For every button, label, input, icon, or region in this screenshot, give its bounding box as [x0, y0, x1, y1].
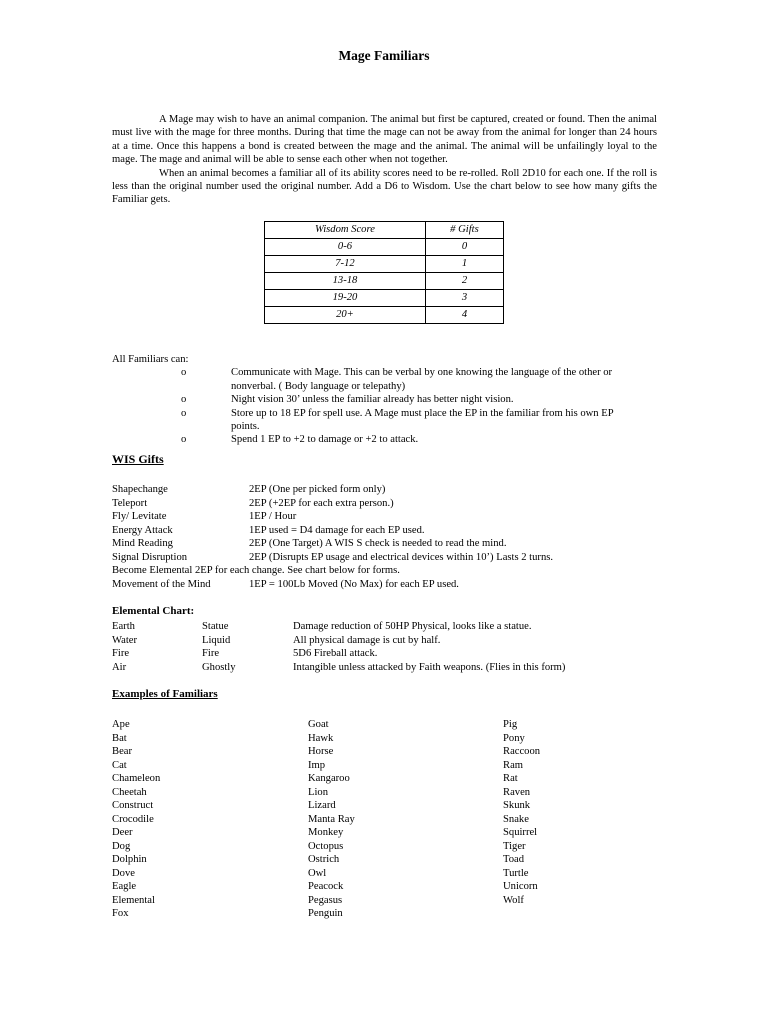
wisdom-table [264, 221, 504, 324]
gift-row [112, 483, 672, 497]
gift-cost: 1EP = 100Lb Moved (No Max) for each EP used. [249, 578, 459, 590]
table-row [112, 634, 672, 648]
list-item: Pig [503, 719, 518, 730]
list-item: Raccoon [503, 746, 541, 757]
gift-name: Signal Disruption [112, 551, 188, 563]
list-item [112, 366, 672, 393]
element-form: Fire [202, 648, 220, 659]
gift-cost: 1EP used = D4 damage for each EP used. [249, 524, 425, 536]
table-row [265, 273, 504, 290]
intro-paragraph-1: A Mage may wish to have an animal companion. The animal but first be captured, created or found. Then the animal must live with the mage for three months. During that time the mage can not be away from the animal for longer than 24 hours at a time. Once this happens a bond is created between the mage and the animal. The animal will be unfailingly loyal to the mage. The mage and animal will be able to sense each other when not together. [112, 114, 657, 166]
gift-cost: 2EP (Disrupts EP usage and electrical devices within 10’) Lasts 2 turns. [249, 551, 554, 563]
list-item: Ostrich [308, 854, 340, 865]
gift-cost: 2EP (One per picked form only) [249, 484, 386, 495]
list-item: Crocodile [112, 813, 154, 825]
wisdom-table-header-row [265, 222, 504, 239]
gifts-count-cell: 4 [425, 307, 503, 324]
all-familiars-label: All Familiars can: [112, 354, 189, 365]
gift-cost: 2EP (+2EP for each extra person.) [249, 497, 394, 509]
table-row [265, 256, 504, 273]
element-effect: Damage reduction of 50HP Physical, looks like a statue. [293, 621, 532, 632]
wis-gifts-list [112, 483, 672, 591]
elemental-chart-heading: Elemental Chart: [112, 605, 195, 617]
list-item: Squirrel [503, 827, 538, 838]
list-item: Dove [112, 867, 135, 879]
element-name: Earth [112, 621, 135, 632]
all-familiars-list [112, 366, 672, 446]
table-row [112, 661, 672, 675]
list-item: Deer [112, 827, 133, 838]
element-effect: All physical damage is cut by half. [293, 634, 441, 646]
element-name: Fire [112, 648, 130, 659]
list-item: Penguin [308, 908, 343, 919]
element-effect: 5D6 Fireball attack. [293, 648, 378, 659]
list-item-text: Night vision 30’ unless the familiar already has better night vision. [231, 394, 514, 406]
element-form: Ghostly [202, 661, 236, 673]
gift-name: Teleport [112, 497, 148, 509]
list-item: Bear [112, 746, 132, 757]
element-name: Water [112, 634, 138, 646]
list-item: Unicorn [503, 881, 538, 892]
list-item: Bat [112, 732, 127, 744]
list-item: Pony [503, 732, 525, 744]
element-name: Air [112, 661, 127, 673]
table-row [265, 239, 504, 256]
list-item: Dog [112, 840, 131, 852]
list-item: Skunk [503, 800, 531, 811]
wisdom-score-cell: 13-18 [265, 273, 426, 290]
page-title: Mage Familiars [338, 48, 430, 63]
element-form: Statue [202, 621, 229, 632]
table-row [112, 620, 672, 634]
bullet-marker: o [181, 394, 187, 406]
list-item-text: Communicate with Mage. This can be verbal by one knowing the language of the other or nonverbal. ( Body language or telepathy) [231, 367, 613, 392]
table-row [265, 307, 504, 324]
list-item: Cat [112, 759, 127, 771]
list-item: Peacock [308, 881, 344, 892]
list-item: Kangaroo [308, 773, 350, 784]
list-item: Horse [308, 746, 334, 757]
gifts-count-cell: 1 [425, 256, 503, 273]
list-item: Eagle [112, 881, 137, 892]
list-item [112, 433, 672, 446]
gifts-count-cell: 3 [425, 290, 503, 307]
list-item: Wolf [503, 894, 524, 906]
bullet-marker: o [181, 367, 187, 379]
intro-section [112, 113, 657, 207]
bullet-marker: o [181, 407, 187, 419]
gift-row [112, 510, 672, 524]
intro-paragraph-2: When an animal becomes a familiar all of its ability scores need to be re-rolled. Roll 2D10 for each one. If the roll is less than the original number used the original number. Add a D6 to Wisdom. Use the chart below to see how many gifts the Familiar gets. [112, 167, 657, 206]
element-effect: Intangible unless attacked by Faith weapons. (Flies in this form) [293, 661, 566, 673]
wisdom-score-cell: 20+ [265, 307, 426, 324]
list-item: Fox [112, 908, 129, 919]
list-item: Toad [503, 854, 525, 865]
list-item-text: Spend 1 EP to +2 to damage or +2 to attack. [231, 434, 419, 446]
all-familiars-section [112, 353, 672, 447]
list-item: Owl [308, 867, 327, 879]
gifts-count-cell: 2 [425, 273, 503, 290]
list-item: Chameleon [112, 773, 161, 784]
wisdom-score-cell: 19-20 [265, 290, 426, 307]
gift-row [112, 578, 672, 592]
list-item [112, 407, 672, 434]
gift-row [112, 537, 672, 551]
list-item: Tiger [503, 840, 526, 852]
list-item: Ram [503, 759, 524, 771]
wisdom-score-cell: 0-6 [265, 239, 426, 256]
gift-name: Movement of the Mind [112, 578, 211, 590]
list-item: Dolphin [112, 854, 147, 865]
list-item: Rat [503, 773, 518, 784]
list-item: Octopus [308, 840, 344, 852]
list-item: Construct [112, 800, 154, 811]
gift-row [112, 551, 672, 565]
wisdom-table-header-score: Wisdom Score [265, 222, 426, 239]
list-item: Imp [308, 759, 326, 771]
wisdom-table-header-gifts: # Gifts [425, 222, 503, 239]
list-item: Goat [308, 719, 329, 730]
examples-column-1 [112, 718, 160, 921]
list-item: Cheetah [112, 786, 147, 798]
list-item-text: Store up to 18 EP for spell use. A Mage must place the EP in the familiar from his own EP points. [231, 407, 614, 433]
examples-column-2 [308, 718, 355, 921]
bullet-marker: o [181, 434, 187, 446]
table-row [265, 290, 504, 307]
gift-name: Mind Reading [112, 538, 173, 549]
list-item: Pegasus [308, 894, 343, 906]
element-form: Liquid [202, 634, 231, 646]
gift-name: Become Elemental 2EP for each change. See chart below for forms. [112, 565, 400, 576]
examples-column-3 [503, 718, 540, 907]
list-item: Lizard [308, 800, 336, 811]
gift-row [112, 497, 672, 511]
examples-heading: Examples of Familiars [112, 688, 218, 700]
list-item: Raven [503, 786, 531, 798]
table-row [112, 647, 672, 661]
list-item: Hawk [308, 732, 334, 744]
gift-name: Shapechange [112, 484, 168, 495]
gift-name: Fly/ Levitate [112, 511, 167, 522]
list-item: Lion [308, 786, 329, 798]
gift-row [112, 524, 672, 538]
wis-gifts-heading: WIS Gifts [112, 452, 164, 466]
list-item: Manta Ray [308, 813, 355, 825]
list-item: Ape [112, 719, 130, 730]
list-item: Monkey [308, 827, 344, 838]
elemental-chart [112, 620, 672, 674]
gift-row [112, 564, 672, 578]
gift-cost: 1EP / Hour [249, 511, 297, 522]
list-item [112, 393, 672, 406]
gift-name: Energy Attack [112, 524, 173, 536]
gift-cost: 2EP (One Target) A WIS S check is needed to read the mind. [249, 538, 507, 549]
list-item: Snake [503, 813, 529, 825]
list-item: Turtle [503, 867, 529, 879]
gifts-count-cell: 0 [425, 239, 503, 256]
wisdom-score-cell: 7-12 [265, 256, 426, 273]
list-item: Elemental [112, 894, 155, 906]
